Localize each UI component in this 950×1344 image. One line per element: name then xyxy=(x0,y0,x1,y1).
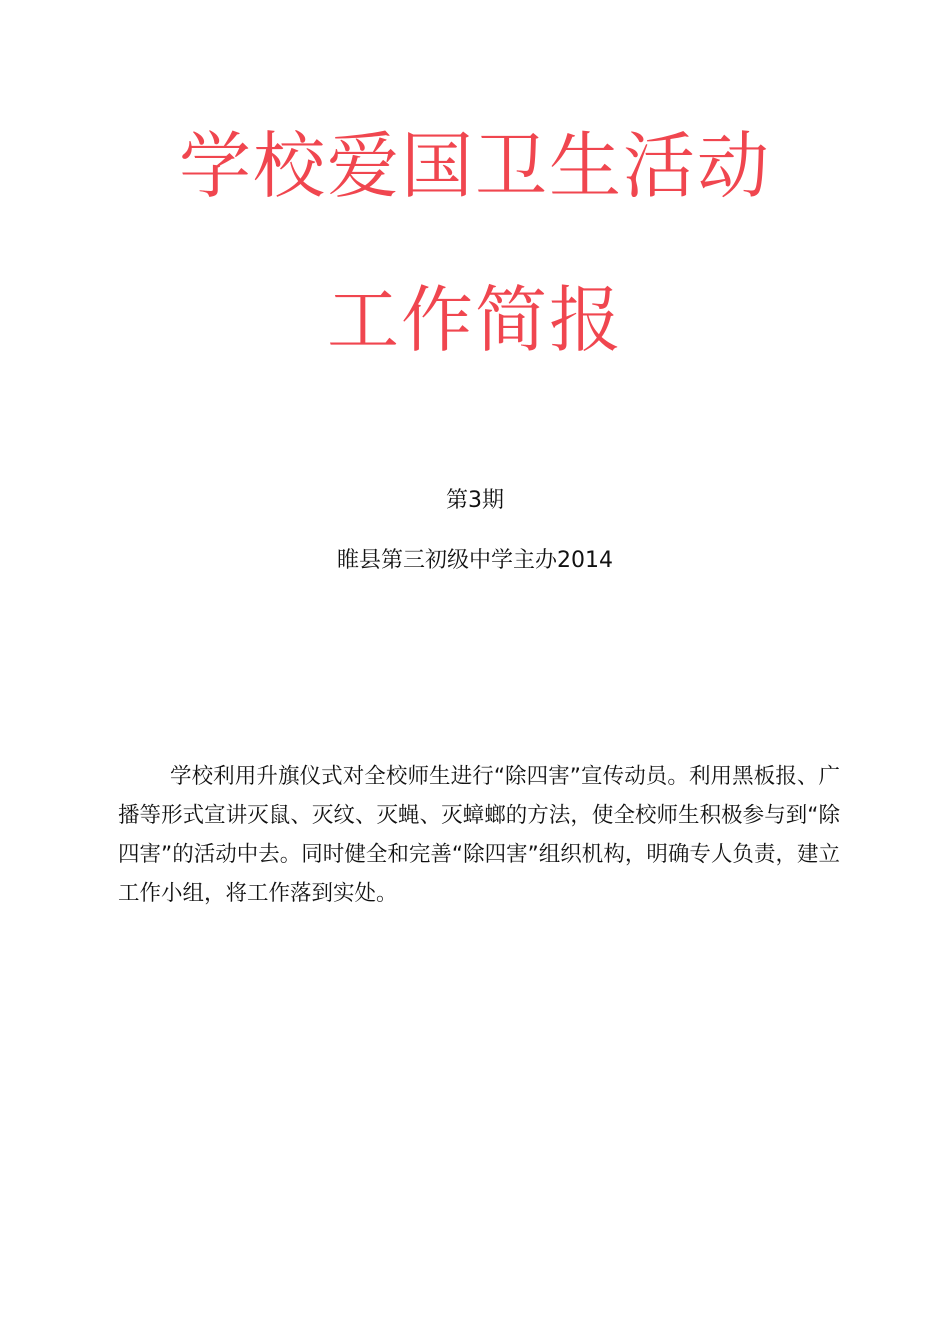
report-title-line-2: 工作简报 xyxy=(326,278,623,362)
publisher-line: 睢县第三初级中学主办2014 xyxy=(337,548,613,573)
body-paragraph: 学校利用升旗仪式对全校师生进行“除四害”宣传动员。利用黑板报、广播等形式宣讲灭鼠、灭纹、灭蝇、灭蟑螂的方法，使全校师生积极参与到“除四害”的活动中去。同时健全和完善“除四害”组织机构，明确专人负责，建立工作小组，将工作落到实处。 xyxy=(118,763,840,906)
report-title-line-1: 学校爱国卫生活动 xyxy=(178,124,771,208)
issue-number: 第3期 xyxy=(446,488,504,513)
